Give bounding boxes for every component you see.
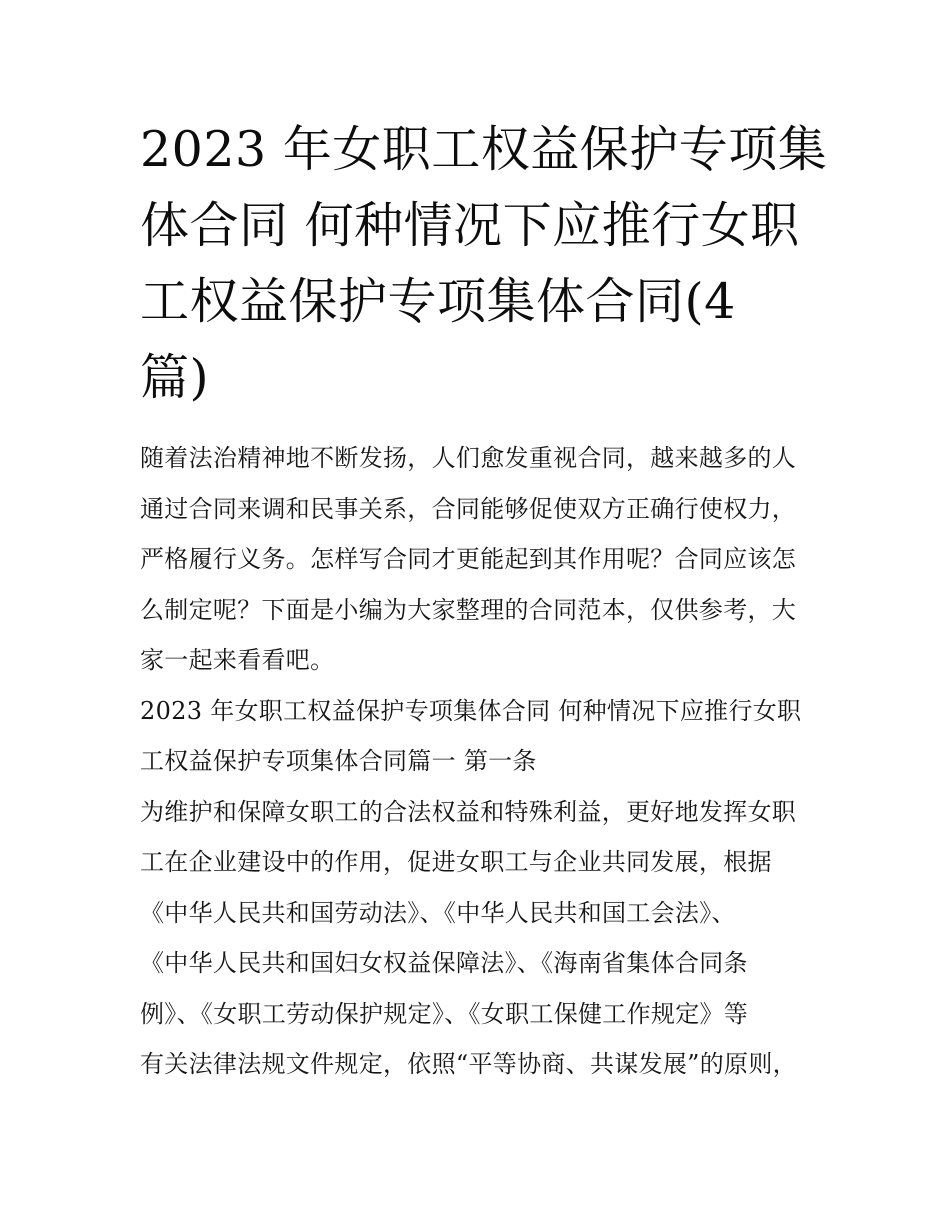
title-line: 体合同 何种情况下应推行女职 [140, 197, 800, 254]
title-line: 工权益保护专项集体合同(4 [140, 273, 736, 330]
title-line: 篇) [140, 349, 210, 406]
text-line: 随着法治精神地不断发扬，人们愈发重视合同，越来越多的人 [140, 444, 797, 472]
text-line: 《中华人民共和国劳动法》、《中华人民共和国工会法》、 [140, 898, 736, 927]
heading-line: 2023 年女职工权益保护专项集体合同 何种情况下应推行女职 [140, 696, 802, 725]
text-line: 么制定呢？下面是小编为大家整理的合同范本，仅供参考，大 [140, 595, 797, 624]
title-line: 2023 年女职工权益保护专项集 [140, 121, 828, 178]
text-line: 通过合同来调和民事关系，合同能够促使双方正确行使权力， [140, 494, 797, 523]
document-body [140, 433, 820, 1090]
text-line: 严格履行义务。怎样写合同才更能起到其作用呢？合同应该怎 [140, 545, 797, 573]
text-line: 工在企业建设中的作用，促进女职工与企业共同发展，根据 [140, 848, 772, 876]
text-line: 《中华人民共和国妇女权益保障法》、《海南省集体合同条 [140, 949, 748, 977]
text-line: 为维护和保障女职工的合法权益和特殊利益，更好地发挥女职 [140, 797, 797, 826]
section-heading [140, 686, 820, 787]
text-line: 有关法律法规文件规定，依照“平等协商、共谋发展”的原则， [140, 1050, 797, 1078]
heading-line: 工权益保护专项集体合同篇一 第一条 [140, 747, 537, 775]
intro-paragraph [140, 433, 820, 686]
document-title [140, 112, 828, 416]
text-line: 家一起来看看吧。 [140, 646, 335, 674]
article-paragraph [140, 787, 820, 1090]
text-line: 例》、《女职工劳动保护规定》、《女职工保健工作规定》等 [140, 999, 749, 1028]
